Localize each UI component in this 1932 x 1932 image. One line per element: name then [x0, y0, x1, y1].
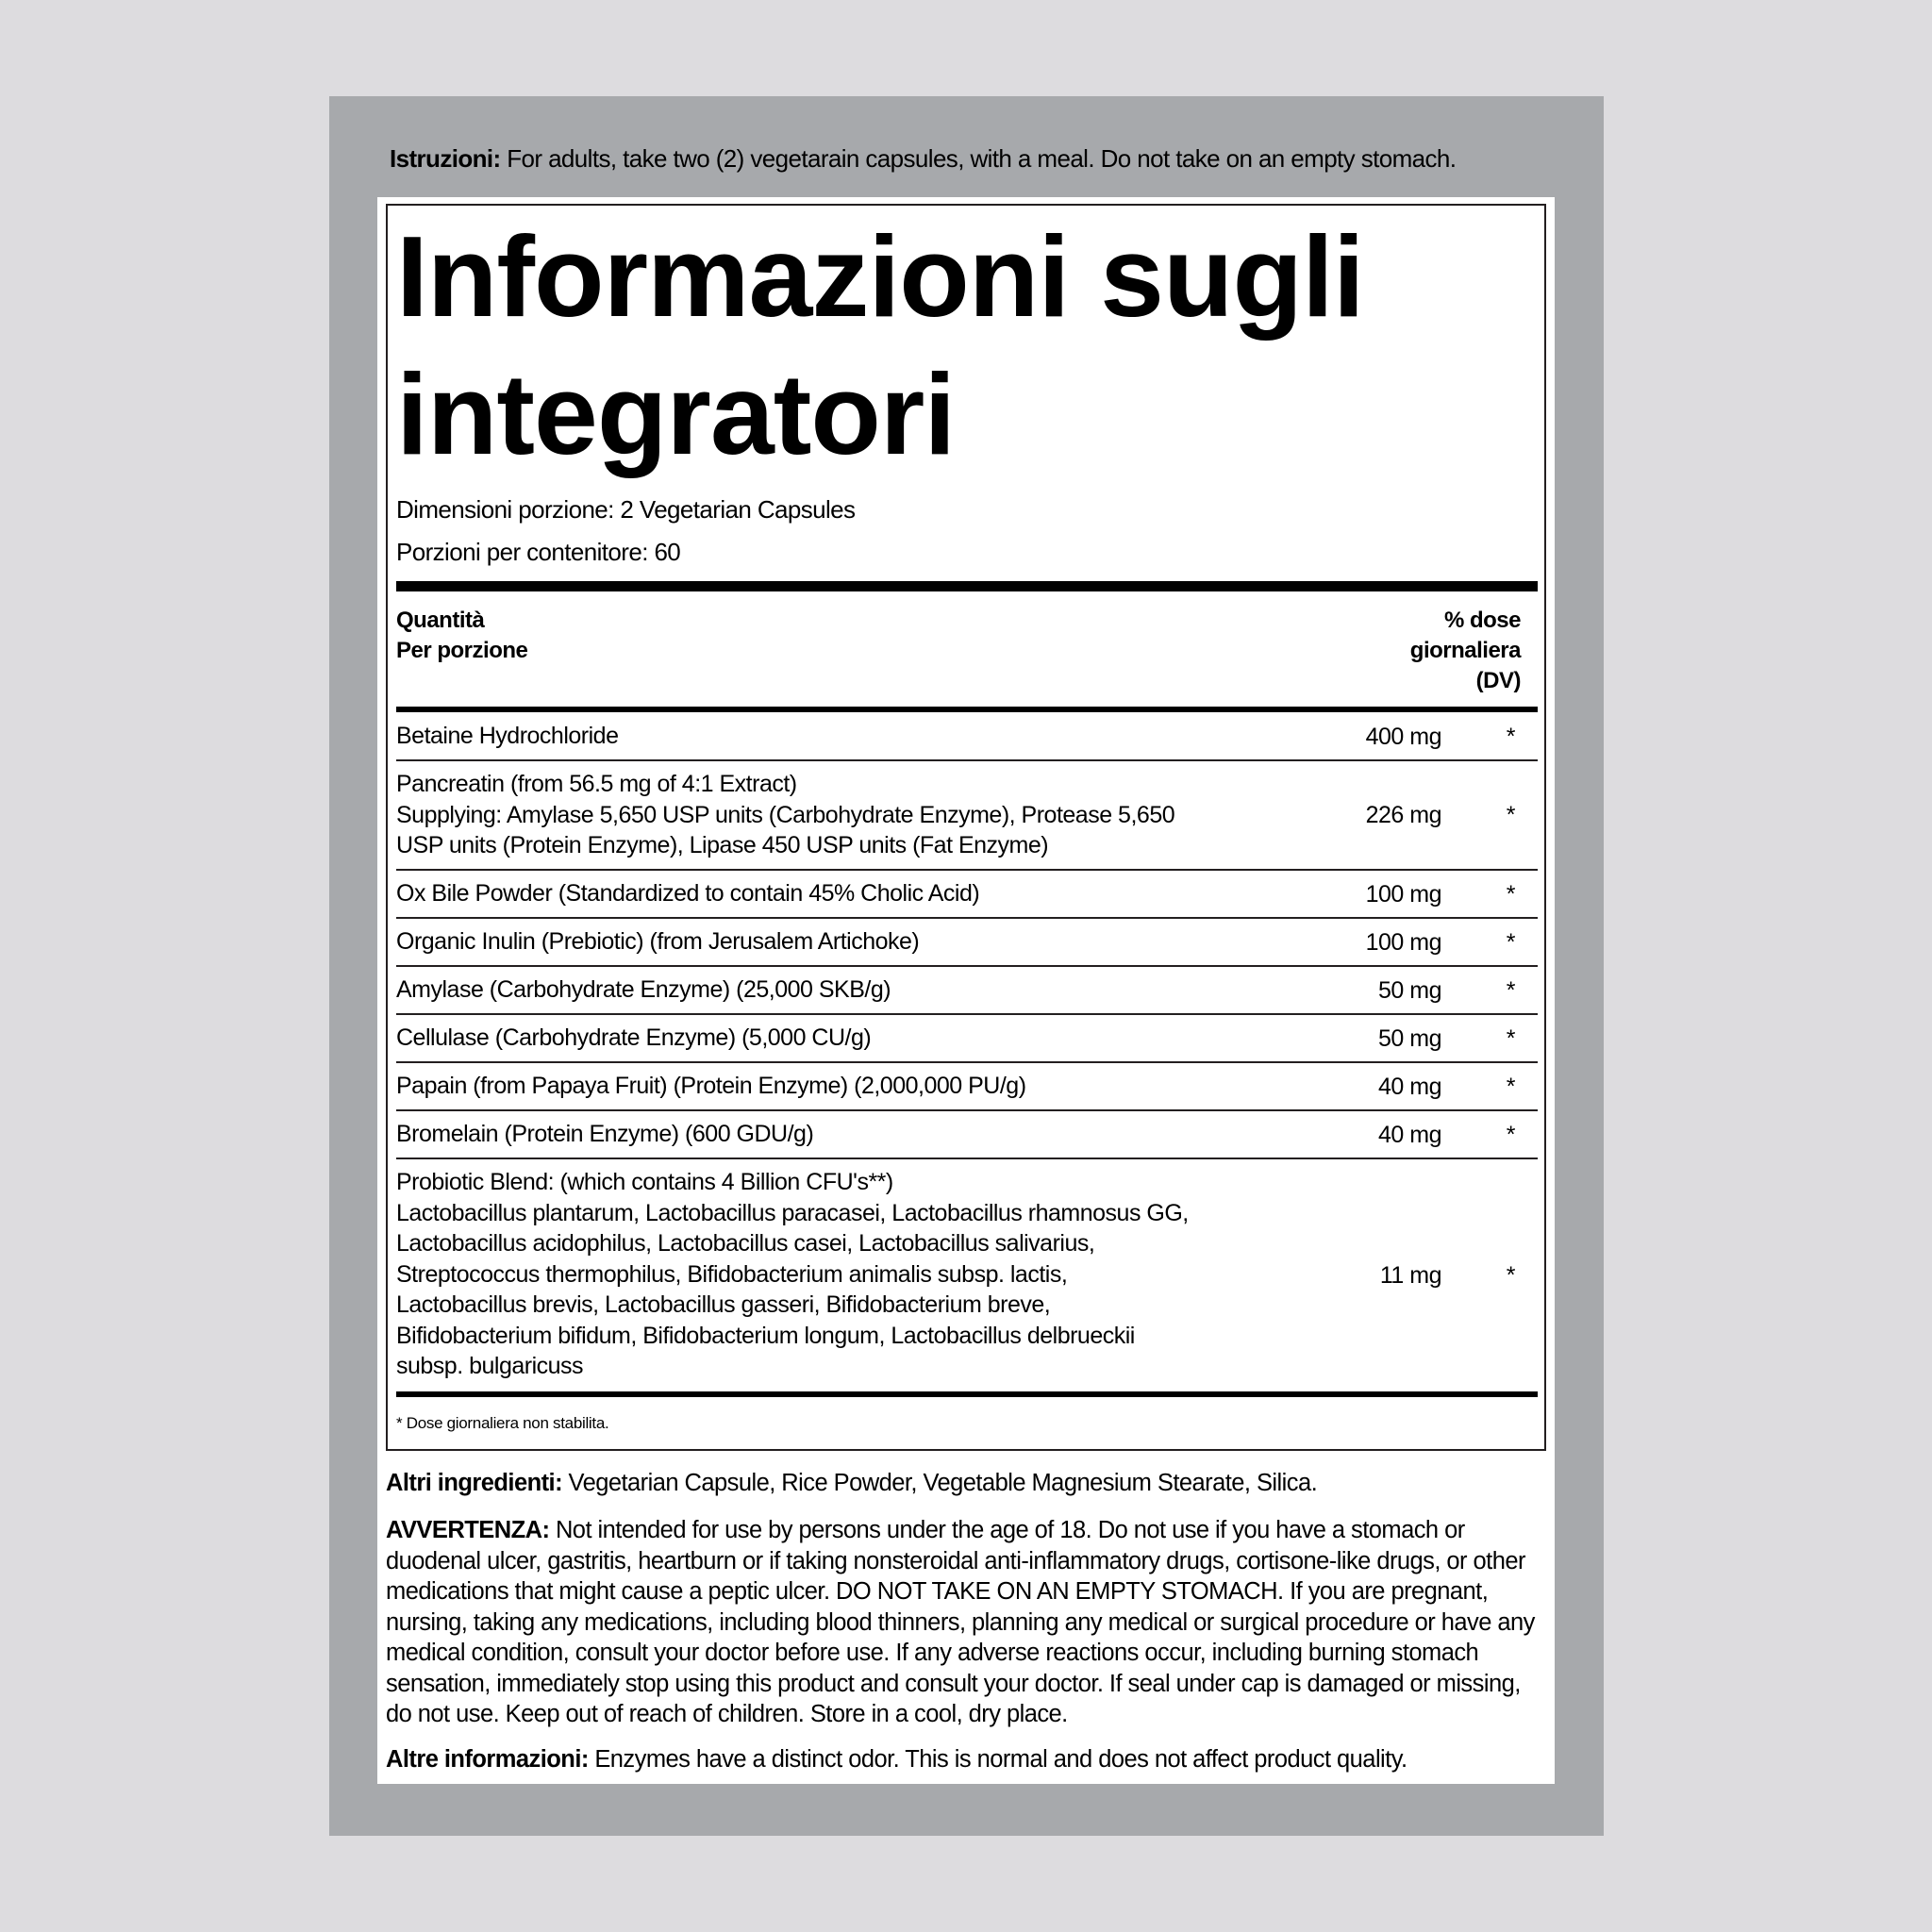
- nutrient-dv: *: [1506, 1121, 1515, 1148]
- thick-rule-top: [396, 581, 1538, 591]
- directions-text: For adults, take two (2) vegetarain capsules, with a meal. Do not take on an empty stomach.: [500, 144, 1457, 173]
- warning: [386, 1515, 1546, 1730]
- nutrient-name: Betaine Hydrochloride: [396, 723, 619, 749]
- nutrient-name: Ox Bile Powder (Standardized to contain 45% Cholic Acid): [396, 880, 980, 907]
- nutrient-row: [396, 871, 1538, 919]
- other-ingredients: [386, 1468, 1546, 1499]
- nutrient-name: Papain (from Papaya Fruit) (Protein Enzyme) (2,000,000 PU/g): [396, 1073, 1026, 1099]
- supplement-facts-box: [386, 204, 1546, 1451]
- nutrient-dv: *: [1506, 880, 1515, 908]
- daily-value-header: [1410, 606, 1521, 696]
- nutrient-rows: [396, 713, 1538, 1391]
- dv-header-line1: % dose: [1443, 608, 1521, 633]
- nutrient-name: Pancreatin (from 56.5 mg of 4:1 Extract) Supplying: Amylase 5,650 USP units (Carbohydrate Enzyme), Protease 5,650 USP units (Protein Enzyme), Lipase 450 USP units (Fat Enzyme): [396, 771, 1175, 858]
- nutrient-name: Cellulase (Carbohydrate Enzyme) (5,000 CU/g): [396, 1024, 872, 1051]
- nutrient-name: Amylase (Carbohydrate Enzyme) (25,000 SKB/g): [396, 976, 891, 1003]
- nutrient-name: Probiotic Blend: (which contains 4 Billion CFU's**) Lactobacillus plantarum, Lactobacillus paracasei, Lactobacillus rhamnosus GG, Lactobacillus acidophilus, Lactobacillus casei, Lactobacillus salivarius, Streptococcus thermophilus, Bifidobacterium animalis subsp. lactis, Lactobacillus brevis, Lactobacillus gasseri, Bifidobacterium breve, Bifidobacterium bifidum, Bifidobacterium longum, Lactobacillus delbrueckii subsp. bulgaricuss: [396, 1169, 1189, 1379]
- dv-footnote: * Dose giornaliera non stabilita.: [396, 1414, 609, 1432]
- nutrient-amount: 100 mg: [1365, 880, 1441, 908]
- medium-rule: [396, 707, 1538, 712]
- other-info-label: Altre informazioni:: [386, 1746, 589, 1773]
- nutrient-row: [396, 1159, 1538, 1391]
- nutrient-dv: *: [1506, 928, 1515, 956]
- nutrient-row: [396, 1015, 1538, 1063]
- other-ingredients-label: Altri ingredienti:: [386, 1470, 563, 1496]
- nutrient-row: [396, 1063, 1538, 1111]
- nutrient-amount: 226 mg: [1365, 801, 1441, 828]
- nutrient-row: [396, 919, 1538, 967]
- nutrient-amount: 50 mg: [1378, 976, 1441, 1004]
- nutrient-amount: 11 mg: [1379, 1261, 1441, 1289]
- nutrient-row: [396, 1111, 1538, 1159]
- nutrient-row: [396, 761, 1538, 871]
- nutrient-dv: *: [1506, 976, 1515, 1004]
- nutrient-dv: *: [1506, 723, 1515, 750]
- nutrient-dv: *: [1506, 1024, 1515, 1052]
- warning-text: Not intended for use by persons under the age of 18. Do not use if you have a stomach or duodenal ulcer, gastritis, heartburn or if taking nonsteroidal anti-inflammatory drugs, cortisone-like drugs, or other medications that might cause a peptic ulcer. DO NOT TAKE ON AN EMPTY STOMACH. If you are pregnant, nursing, taking any medications, including blood thinners, planning any medical or surgical procedure or have any medical condition, consult your doctor before use. If any adverse reactions occur, including burning stomach sensation, immediately stop using this product and consult your doctor. If seal under cap is damaged or missing, do not use. Keep out of reach of children. Store in a cool, dry place.: [386, 1517, 1535, 1727]
- nutrient-row: [396, 713, 1538, 761]
- nutrient-amount: 40 mg: [1378, 1121, 1441, 1148]
- dv-header-line2: giornaliera: [1409, 638, 1521, 663]
- thick-rule-bottom: [396, 1391, 1538, 1397]
- amount-per-serving-header: [396, 606, 527, 666]
- dv-header-line3: (DV): [1475, 668, 1521, 693]
- nutrient-dv: *: [1506, 1261, 1515, 1289]
- serving-size: Dimensioni porzione: 2 Vegetarian Capsules: [396, 495, 856, 524]
- nutrient-amount: 400 mg: [1365, 723, 1441, 750]
- directions: [390, 143, 1578, 174]
- nutrient-name: Organic Inulin (Prebiotic) (from Jerusalem Artichoke): [396, 928, 920, 955]
- nutrient-dv: *: [1506, 801, 1515, 828]
- nutrient-name: Bromelain (Protein Enzyme) (600 GDU/g): [396, 1121, 814, 1147]
- nutrient-dv: *: [1506, 1073, 1515, 1100]
- directions-label: Istruzioni:: [390, 144, 501, 173]
- other-info: [386, 1744, 1546, 1775]
- nutrient-amount: 50 mg: [1378, 1024, 1441, 1052]
- facts-title: Informazioni sugli integratori: [396, 212, 1364, 478]
- nutrient-amount: 100 mg: [1365, 928, 1441, 956]
- nutrient-row: [396, 967, 1538, 1015]
- nutrient-amount: 40 mg: [1378, 1073, 1441, 1100]
- servings-per-container: Porzioni per contenitore: 60: [396, 538, 681, 566]
- amount-header-line2: Per porzione: [396, 638, 528, 663]
- warning-label: AVVERTENZA:: [386, 1517, 550, 1543]
- other-info-text: Enzymes have a distinct odor. This is normal and does not affect product quality.: [588, 1746, 1407, 1773]
- amount-header-line1: Quantità: [396, 608, 485, 633]
- other-ingredients-text: Vegetarian Capsule, Rice Powder, Vegetable Magnesium Stearate, Silica.: [562, 1470, 1318, 1496]
